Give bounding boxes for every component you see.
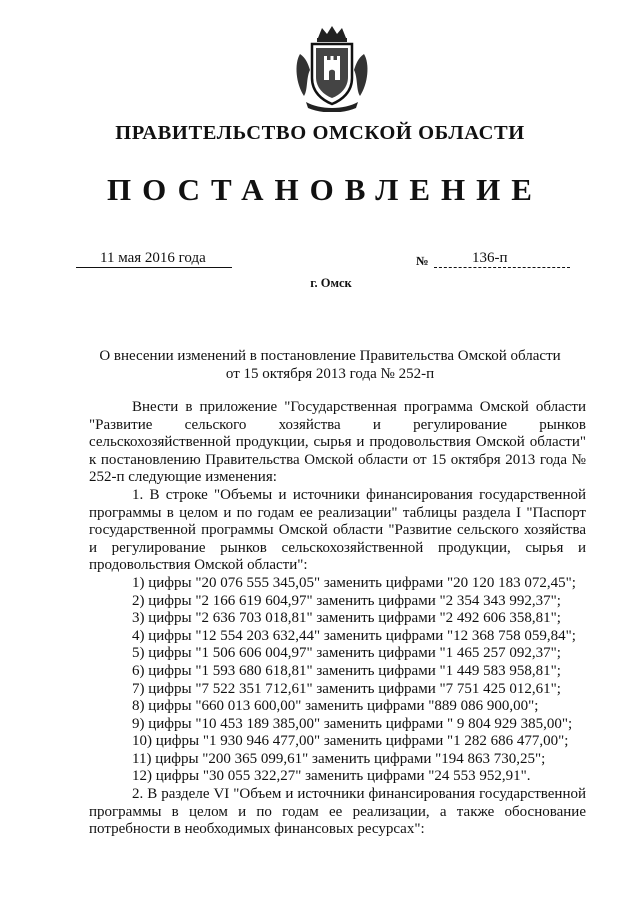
coat-of-arms-icon [290, 24, 374, 112]
document-date: 11 мая 2016 года [76, 250, 232, 268]
list-item: 7) цифры "7 522 351 712,61" заменить цифрами "7 751 425 012,61"; [132, 680, 561, 697]
document-number-label: № [416, 254, 429, 268]
subject-line-2: от 15 октября 2013 года № 252-п [225, 366, 435, 382]
government-name: ПРАВИТЕЛЬСТВО ОМСКОЙ ОБЛАСТИ [115, 122, 525, 144]
point-2-paragraph: 2. В разделе VI "Объем и источники финансирования государственной программы в целом и по годам ее реализации, а также обоснование потребности в необходимых финансовых ресурсах": [89, 786, 586, 838]
list-item: 4) цифры "12 554 203 632,44" заменить цифрами "12 368 758 059,84"; [132, 627, 576, 644]
list-item: 11) цифры "200 365 099,61" заменить цифрами "194 863 730,25"; [132, 750, 546, 767]
point-1-paragraph: 1. В строке "Объемы и источники финансирования государственной программы в целом и по годам ее реализации" таблицы раздела I "Паспорт государственной программы Омской области "Развитие сельского хозяйства и регулирование рынков сельскохозяйственной продукции, сырья и продовольствия Омской области": [89, 486, 586, 574]
list-item: 2) цифры "2 166 619 604,97" заменить цифрами "2 354 343 992,37"; [132, 592, 561, 609]
document-number: 136-п [434, 250, 570, 268]
subject-line-1: О внесении изменений в постановление Правительства Омской области [99, 348, 561, 364]
list-item: 1) цифры "20 076 555 345,05" заменить цифрами "20 120 183 072,45"; [132, 574, 576, 591]
list-item: 6) цифры "1 593 680 618,81" заменить цифрами "1 449 583 958,81"; [132, 662, 561, 679]
list-item: 8) цифры "660 013 600,00" заменить цифрами "889 086 900,00"; [132, 698, 539, 715]
list-item: 9) цифры "10 453 189 385,00" заменить цифрами " 9 804 929 385,00"; [132, 715, 573, 732]
list-item: 3) цифры "2 636 703 018,81" заменить цифрами "2 492 606 358,81"; [132, 610, 561, 627]
list-item: 10) цифры "1 930 946 477,00" заменить цифрами "1 282 686 477,00"; [132, 733, 569, 750]
document-type-heading: ПОСТАНОВЛЕНИЕ [107, 172, 543, 207]
document-body [89, 399, 586, 839]
list-item: 12) цифры "30 055 322,27" заменить цифрами "24 553 952,91". [132, 768, 531, 785]
document-subject [80, 347, 580, 383]
intro-paragraph: Внести в приложение "Государственная программа Омской области "Развитие сельского хозяйства и регулирование рынков сельскохозяйственной продукции, сырья и продовольствия Омской области" к постановлению Правительства Омской области от 15 октября 2013 года № 252-п следующие изменения: [89, 399, 586, 486]
list-item: 5) цифры "1 506 606 004,97" заменить цифрами "1 465 257 092,37"; [132, 645, 561, 662]
document-city: г. Омск [310, 276, 352, 290]
